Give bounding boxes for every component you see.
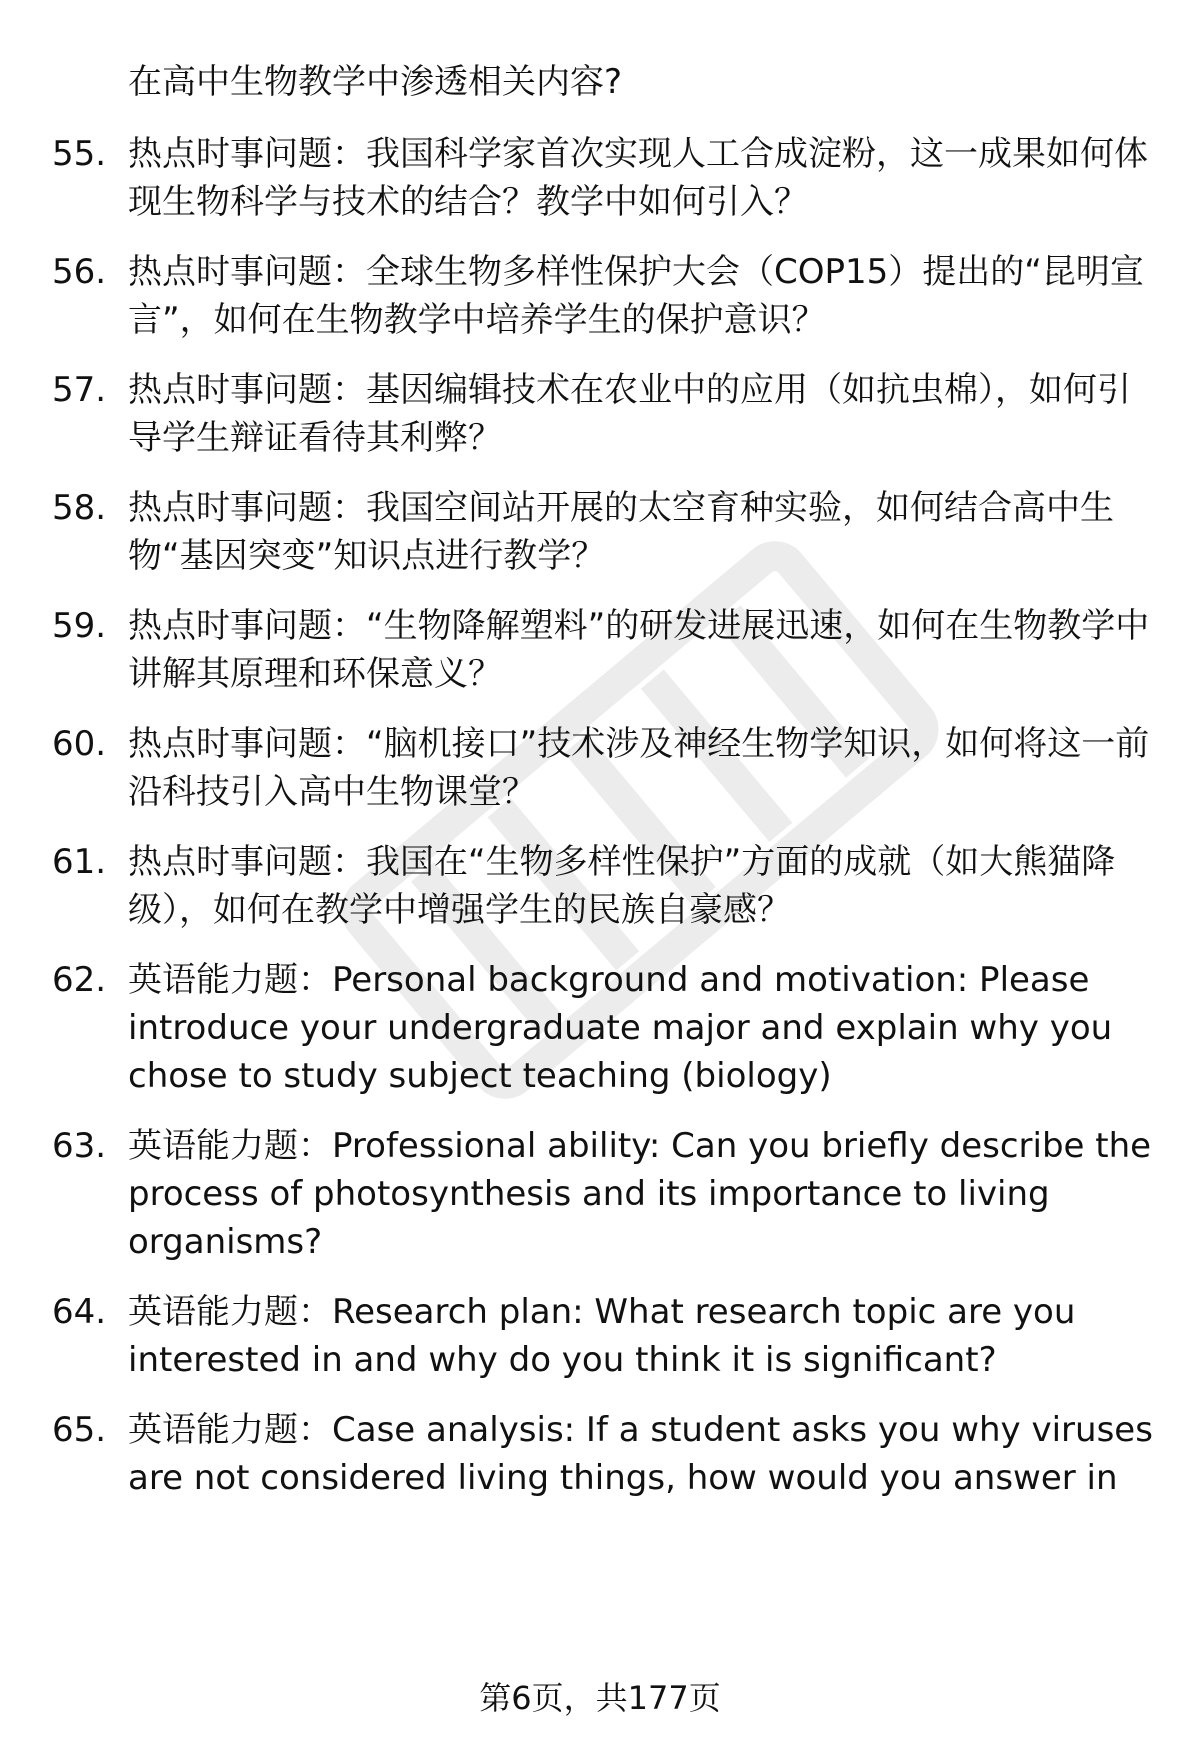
question-text: 热点时事问题：“生物降解塑料”的研发进展迅速，如何在生物教学中讲解其原理和环保意义？ [128, 606, 1150, 694]
question-number: 63. [52, 1126, 107, 1166]
question-number: 64. [52, 1292, 107, 1332]
question-number: 58. [52, 488, 107, 528]
question-text: 热点时事问题：全球生物多样性保护大会（COP15）提出的“昆明宣言”，如何在生物教学中培养学生的保护意识？ [128, 252, 1144, 340]
question-text: 英语能力题：Personal background and motivation: Please introduce your undergraduate major and explain why you chose to study subject teaching (biology) [128, 960, 1113, 1096]
continuation-text: 在高中生物教学中渗透相关内容? [128, 62, 623, 102]
question-text: 英语能力题：Professional ability: Can you briefly describe the process of photosynthesis and its importance to living organisms? [128, 1126, 1152, 1262]
question-number: 56. [52, 252, 107, 292]
question-number: 60. [52, 724, 107, 764]
question-text: 热点时事问题：基因编辑技术在农业中的应用（如抗虫棉），如何引导学生辩证看待其利弊？ [128, 370, 1131, 458]
question-text: 热点时事问题：我国空间站开展的太空育种实验，如何结合高中生物“基因突变”知识点进行教学？ [128, 488, 1114, 576]
question-number: 57. [52, 370, 107, 410]
question-text: 英语能力题：Research plan: What research topic are you interested in and why do you think it is significant? [128, 1292, 1076, 1380]
question-text: 英语能力题：Case analysis: If a student asks you why viruses are not considered living things, how would you answer in [128, 1410, 1153, 1498]
question-text: 热点时事问题：“脑机接口”技术涉及神经生物学知识，如何将这一前沿科技引入高中生物课堂？ [128, 724, 1150, 812]
page-footer: 第6页，共177页 [479, 1679, 721, 1717]
question-number: 61. [52, 842, 107, 882]
question-text: 热点时事问题：我国在“生物多样性保护”方面的成就（如大熊猫降级），如何在教学中增强学生的民族自豪感？ [128, 842, 1116, 930]
question-number: 62. [52, 960, 107, 1000]
question-number: 65. [52, 1410, 107, 1450]
question-number: 59. [52, 606, 107, 646]
question-number: 55. [52, 134, 107, 174]
question-text: 热点时事问题：我国科学家首次实现人工合成淀粉，这一成果如何体现生物科学与技术的结合？教学中如何引入？ [128, 134, 1148, 222]
